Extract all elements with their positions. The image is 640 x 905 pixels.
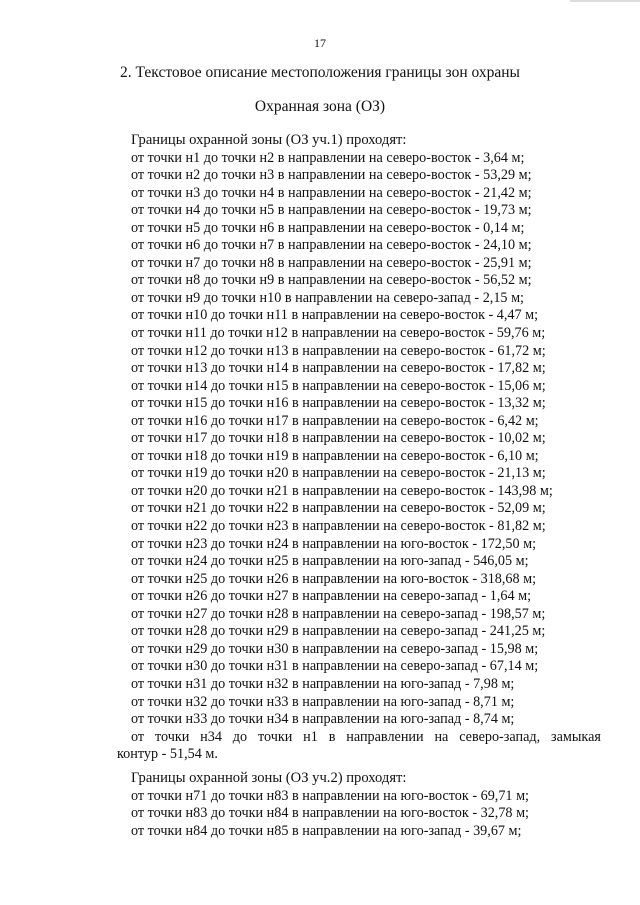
boundary-line: от точки н12 до точки н13 в направлении на северо-восток - 61,72 м; xyxy=(131,342,546,359)
boundary-line: от точки н29 до точки н30 в направлении на северо-запад - 15,98 м; xyxy=(131,640,539,657)
boundary-line: от точки н31 до точки н32 в направлении на юго-запад - 7,98 м; xyxy=(131,675,515,692)
closing-line-word: от xyxy=(131,728,145,745)
boundary-line: от точки н4 до точки н5 в направлении на северо-восток - 19,73 м; xyxy=(131,202,532,219)
boundary-line: от точки н83 до точки н84 в направлении на юго-восток - 32,78 м; xyxy=(131,805,529,822)
closing-line-word: на xyxy=(434,728,449,745)
boundary-line: от точки н2 до точки н3 в направлении на северо-восток - 53,29 м; xyxy=(131,167,532,184)
scan-edge-mark xyxy=(570,0,640,2)
boundary-line: от точки н25 до точки н26 в направлении на юго-восток - 318,68 м; xyxy=(131,570,537,587)
boundary-line: от точки н16 до точки н17 в направлении на северо-восток - 6,42 м; xyxy=(131,412,539,429)
boundary-line: от точки н24 до точки н25 в направлении на юго-запад - 546,05 м; xyxy=(131,553,529,570)
boundary-line: от точки н10 до точки н11 в направлении на северо-восток - 4,47 м; xyxy=(131,307,539,324)
zone-title: Охранная зона (ОЗ) xyxy=(254,98,386,115)
closing-line-word: в xyxy=(328,728,336,745)
boundary-line: от точки н9 до точки н10 в направлении на северо-запад - 2,15 м; xyxy=(131,289,524,306)
zone-boundary-block-1 xyxy=(117,132,601,764)
closing-line-word: точки xyxy=(154,728,190,745)
boundary-line: от точки н11 до точки н12 в направлении на северо-восток - 59,76 м; xyxy=(131,325,546,342)
boundary-line: от точки н17 до точки н18 в направлении на северо-восток - 10,02 м; xyxy=(131,430,546,447)
boundary-line: от точки н21 до точки н22 в направлении на северо-восток - 52,09 м; xyxy=(131,500,546,517)
section-title: 2. Текстовое описание местоположения границы зон охраны xyxy=(120,64,520,81)
closing-line-word: замыкая xyxy=(551,728,601,745)
boundary-line: от точки н7 до точки н8 в направлении на северо-восток - 25,91 м; xyxy=(131,254,532,271)
boundary-line: от точки н5 до точки н6 в направлении на северо-восток - 0,14 м; xyxy=(131,219,525,236)
closing-line-word: н1 xyxy=(303,728,318,745)
boundary-line: от точки н33 до точки н34 в направлении на юго-запад - 8,74 м; xyxy=(131,711,515,728)
boundary-line: от точки н19 до точки н20 в направлении на северо-восток - 21,13 м; xyxy=(131,465,546,482)
boundary-line: от точки н27 до точки н28 в направлении на северо-запад - 198,57 м; xyxy=(131,605,546,622)
boundary-line: от точки н15 до точки н16 в направлении на северо-восток - 13,32 м; xyxy=(131,395,546,412)
block-heading: Границы охранной зоны (ОЗ уч.2) проходят: xyxy=(131,770,407,786)
boundary-lines xyxy=(131,150,601,729)
boundary-line: от точки н18 до точки н19 в направлении на северо-восток - 6,10 м; xyxy=(131,447,539,464)
boundary-line: от точки н71 до точки н83 в направлении на юго-восток - 69,71 м; xyxy=(131,787,529,804)
block-heading: Границы охранной зоны (ОЗ уч.1) проходят: xyxy=(131,132,407,148)
boundary-line: от точки н84 до точки н85 в направлении на юго-запад - 39,67 м; xyxy=(131,822,522,839)
closing-line-word: северо-запад, xyxy=(459,728,541,745)
boundary-line: от точки н32 до точки н33 в направлении на юго-запад - 8,71 м; xyxy=(131,693,515,710)
zone-boundary-block-2 xyxy=(131,770,601,840)
boundary-line: от точки н13 до точки н14 в направлении на северо-восток - 17,82 м; xyxy=(131,360,546,377)
boundary-line: от точки н22 до точки н23 в направлении на северо-восток - 81,82 м; xyxy=(131,518,546,535)
boundary-line: от точки н23 до точки н24 в направлении на юго-восток - 172,50 м; xyxy=(131,535,537,552)
closing-line xyxy=(131,729,601,747)
boundary-line: от точки н20 до точки н21 в направлении на северо-восток - 143,98 м; xyxy=(131,482,553,499)
boundary-line: от точки н14 до точки н15 в направлении на северо-восток - 15,06 м; xyxy=(131,377,546,394)
closing-line-word: н34 xyxy=(200,728,222,745)
boundary-lines xyxy=(131,788,601,841)
closing-line-word: точки xyxy=(257,728,293,745)
boundary-line: от точки н30 до точки н31 в направлении на северо-запад - 67,14 м; xyxy=(131,658,539,675)
closing-line-word: направлении xyxy=(346,728,424,745)
page-number: 17 xyxy=(314,36,326,50)
boundary-line: от точки н8 до точки н9 в направлении на северо-восток - 56,52 м; xyxy=(131,272,532,289)
boundary-line: от точки н28 до точки н29 в направлении на северо-запад - 241,25 м; xyxy=(131,623,546,640)
boundary-line: от точки н1 до точки н2 в направлении на северо-восток - 3,64 м; xyxy=(131,149,525,166)
boundary-line: от точки н3 до точки н4 в направлении на северо-восток - 21,42 м; xyxy=(131,184,532,201)
boundary-line: от точки н6 до точки н7 в направлении на северо-восток - 24,10 м; xyxy=(131,237,532,254)
closing-line-word: до xyxy=(232,728,248,745)
closing-line-continuation: контур - 51,54 м. xyxy=(117,746,218,763)
boundary-line: от точки н26 до точки н27 в направлении на северо-запад - 1,64 м; xyxy=(131,588,532,605)
